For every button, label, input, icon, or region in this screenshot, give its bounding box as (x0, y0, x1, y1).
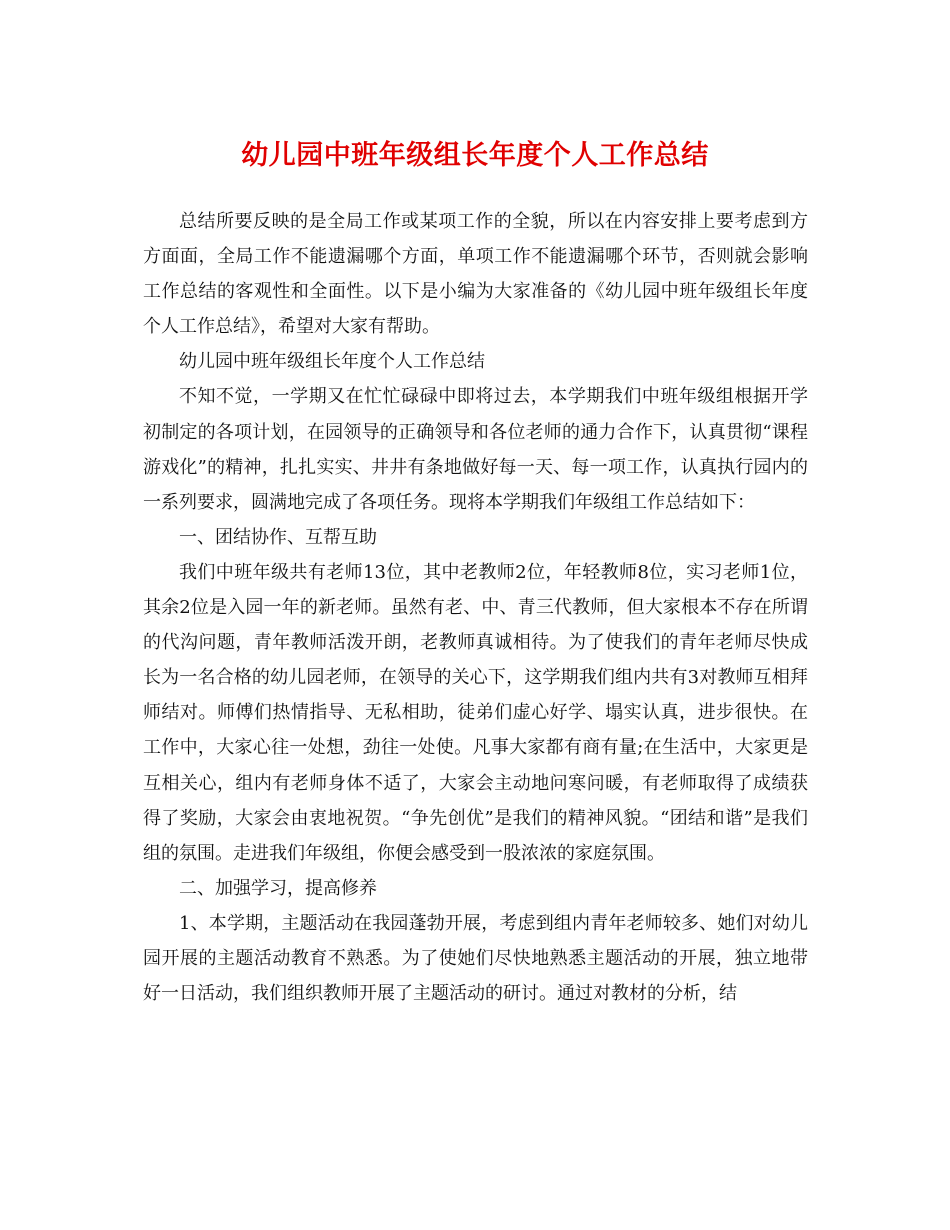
subtitle-paragraph: 幼儿园中班年级组长年度个人工作总结 (179, 351, 485, 373)
section-heading-2: 二、加强学习，提高修养 (179, 877, 377, 899)
opening-paragraph: 不知不觉，一学期又在忙忙碌碌中即将过去，本学期我们中班年级组根据开学初制定的各项计划，在园领导的正确领导和各位老师的通力合作下，认真贯彻“课程游戏化”的精神，扎扎实实、井井有条地做好每一天、每一项工作，认真执行园内的一系列要求，圆满地完成了各项任务。现将本学期我们年级组工作总结如下： (143, 386, 808, 513)
document-body (143, 204, 808, 1011)
intro-paragraph: 总结所要反映的是全局工作或某项工作的全貌，所以在内容安排上要考虑到方方面面，全局工作不能遗漏哪个方面，单项工作不能遗漏哪个环节，否则就会影响工作总结的客观性和全面性。以下是小编为大家准备的《幼儿园中班年级组长年度个人工作总结》，希望对大家有帮助。 (143, 211, 808, 338)
section-heading-1: 一、团结协作、互帮互助 (179, 526, 377, 548)
section-2-paragraph: 1、本学期，主题活动在我园蓬勃开展，考虑到组内青年老师较多、她们对幼儿园开展的主题活动教育不熟悉。为了使她们尽快地熟悉主题活动的开展，独立地带好一日活动，我们组织教师开展了主题活动的研讨。通过对教材的分析，结 (143, 912, 808, 1005)
document-title: 幼儿园中班年级组长年度个人工作总结 (241, 140, 709, 171)
section-1-paragraph: 我们中班年级共有老师13位，其中老教师2位，年轻教师8位，实习老师1位，其余2位是入园一年的新老师。虽然有老、中、青三代教师，但大家根本不存在所谓的代沟问题，青年教师活泼开朗，老教师真诚相待。为了使我们的青年老师尽快成长为一名合格的幼儿园老师，在领导的关心下，这学期我们组内共有3对教师互相拜师结对。师傅们热情指导、无私相助，徒弟们虚心好学、塌实认真，进步很快。在工作中，大家心往一处想，劲往一处使。凡事大家都有商有量;在生活中，大家更是互相关心，组内有老师身体不适了，大家会主动地问寒问暖，有老师取得了成绩获得了奖励，大家会由衷地祝贺。“争先创优”是我们的精神风貌。“团结和谐”是我们组的氛围。走进我们年级组，你便会感受到一股浓浓的家庭氛围。 (143, 561, 808, 864)
